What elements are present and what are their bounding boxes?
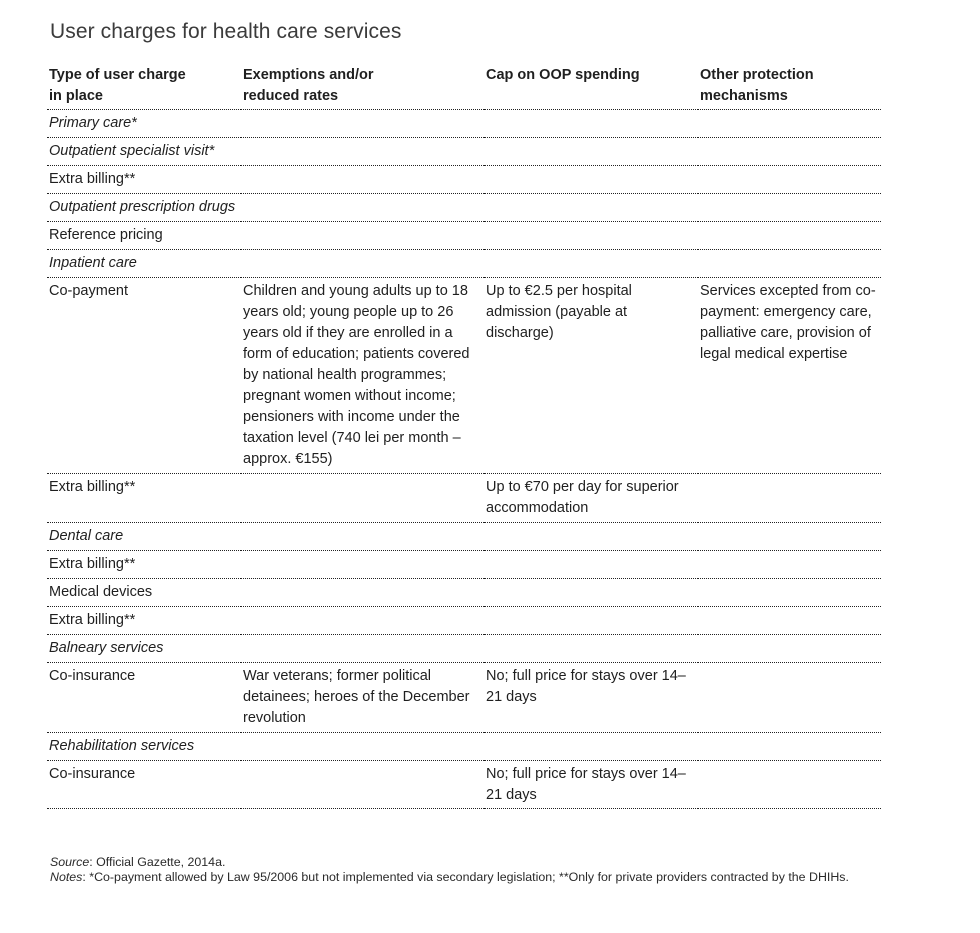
cell-cap bbox=[484, 194, 698, 222]
table-row bbox=[47, 579, 881, 607]
cell-other: Services excepted from co-payment: emergency care, palliative care, provision of legal medical expertise bbox=[698, 278, 881, 474]
table-header-row bbox=[47, 64, 881, 110]
cell-exemptions bbox=[241, 733, 484, 761]
table-row bbox=[47, 278, 881, 474]
cell-type: Reference pricing bbox=[47, 222, 241, 250]
table-row bbox=[47, 222, 881, 250]
cell-other bbox=[698, 607, 881, 635]
table-row bbox=[47, 138, 881, 166]
cell-type: Extra billing** bbox=[47, 607, 241, 635]
notes-line bbox=[50, 870, 880, 885]
cell-cap bbox=[484, 551, 698, 579]
cell-exemptions bbox=[241, 194, 484, 222]
source-line bbox=[50, 855, 880, 870]
cell-type: Extra billing** bbox=[47, 551, 241, 579]
cell-type: Extra billing** bbox=[47, 166, 241, 194]
cell-other bbox=[698, 551, 881, 579]
source-label: Source bbox=[50, 855, 90, 869]
source-text: : Official Gazette, 2014a. bbox=[89, 855, 226, 869]
cell-exemptions bbox=[241, 761, 484, 809]
table-row bbox=[47, 523, 881, 551]
cell-type: Outpatient specialist visit* bbox=[47, 138, 241, 166]
cell-cap bbox=[484, 523, 698, 551]
table-row bbox=[47, 474, 881, 523]
cell-cap bbox=[484, 733, 698, 761]
header-exemptions: Exemptions and/or reduced rates bbox=[241, 64, 484, 110]
cell-exemptions bbox=[241, 635, 484, 663]
cell-exemptions bbox=[241, 110, 484, 138]
cell-other bbox=[698, 166, 881, 194]
cell-cap bbox=[484, 110, 698, 138]
header-type: Type of user charge in place bbox=[47, 64, 241, 110]
cell-other bbox=[698, 635, 881, 663]
table-row bbox=[47, 250, 881, 278]
header-cap: Cap on OOP spending bbox=[484, 64, 698, 110]
cell-other bbox=[698, 222, 881, 250]
user-charges-table bbox=[47, 64, 881, 809]
table-row bbox=[47, 166, 881, 194]
table-row bbox=[47, 110, 881, 138]
cell-exemptions bbox=[241, 474, 484, 523]
cell-other bbox=[698, 663, 881, 733]
cell-other bbox=[698, 523, 881, 551]
page-title: User charges for health care services bbox=[50, 20, 402, 44]
cell-exemptions bbox=[241, 250, 484, 278]
cell-exemptions bbox=[241, 222, 484, 250]
cell-type: Balneary services bbox=[47, 635, 241, 663]
cell-exemptions bbox=[241, 607, 484, 635]
cell-other bbox=[698, 250, 881, 278]
cell-cap: Up to €2.5 per hospital admission (payable at discharge) bbox=[484, 278, 698, 474]
table-row bbox=[47, 761, 881, 809]
table-body bbox=[47, 110, 881, 809]
cell-cap: No; full price for stays over 14–21 days bbox=[484, 663, 698, 733]
cell-exemptions bbox=[241, 523, 484, 551]
cell-other bbox=[698, 761, 881, 809]
cell-other bbox=[698, 474, 881, 523]
table-row bbox=[47, 733, 881, 761]
cell-type: Medical devices bbox=[47, 579, 241, 607]
cell-exemptions bbox=[241, 138, 484, 166]
cell-other bbox=[698, 138, 881, 166]
cell-cap bbox=[484, 250, 698, 278]
cell-cap bbox=[484, 607, 698, 635]
cell-other bbox=[698, 110, 881, 138]
cell-exemptions bbox=[241, 551, 484, 579]
cell-type: Inpatient care bbox=[47, 250, 241, 278]
cell-exemptions: Children and young adults up to 18 years old; young people up to 26 years old if they are enrolled in a form of education; patients covered by national health programmes; pregnant women without income; pensioners with income under the taxation level (740 lei per month – approx. €155) bbox=[241, 278, 484, 474]
cell-type: Co-insurance bbox=[47, 761, 241, 809]
cell-exemptions: War veterans; former political detainees; heroes of the December revolution bbox=[241, 663, 484, 733]
notes-label: Notes bbox=[50, 870, 83, 884]
cell-type: Outpatient prescription drugs bbox=[47, 194, 241, 222]
cell-cap bbox=[484, 222, 698, 250]
cell-cap: No; full price for stays over 14–21 days bbox=[484, 761, 698, 809]
cell-type: Rehabilitation services bbox=[47, 733, 241, 761]
table-row bbox=[47, 607, 881, 635]
cell-exemptions bbox=[241, 166, 484, 194]
cell-cap bbox=[484, 166, 698, 194]
cell-other bbox=[698, 194, 881, 222]
cell-type: Co-payment bbox=[47, 278, 241, 474]
cell-cap bbox=[484, 579, 698, 607]
table-row bbox=[47, 551, 881, 579]
table-notes bbox=[50, 855, 880, 885]
cell-type: Dental care bbox=[47, 523, 241, 551]
cell-cap: Up to €70 per day for superior accommodation bbox=[484, 474, 698, 523]
cell-type: Primary care* bbox=[47, 110, 241, 138]
cell-type: Co-insurance bbox=[47, 663, 241, 733]
header-other: Other protection mechanisms bbox=[698, 64, 881, 110]
cell-exemptions bbox=[241, 579, 484, 607]
table-row bbox=[47, 663, 881, 733]
table-row bbox=[47, 194, 881, 222]
cell-other bbox=[698, 733, 881, 761]
cell-other bbox=[698, 579, 881, 607]
cell-cap bbox=[484, 635, 698, 663]
notes-text: : *Co-payment allowed by Law 95/2006 but not implemented via secondary legislation; **Only for private providers contracted by the DHIHs. bbox=[82, 870, 849, 884]
cell-cap bbox=[484, 138, 698, 166]
cell-type: Extra billing** bbox=[47, 474, 241, 523]
table-row bbox=[47, 635, 881, 663]
